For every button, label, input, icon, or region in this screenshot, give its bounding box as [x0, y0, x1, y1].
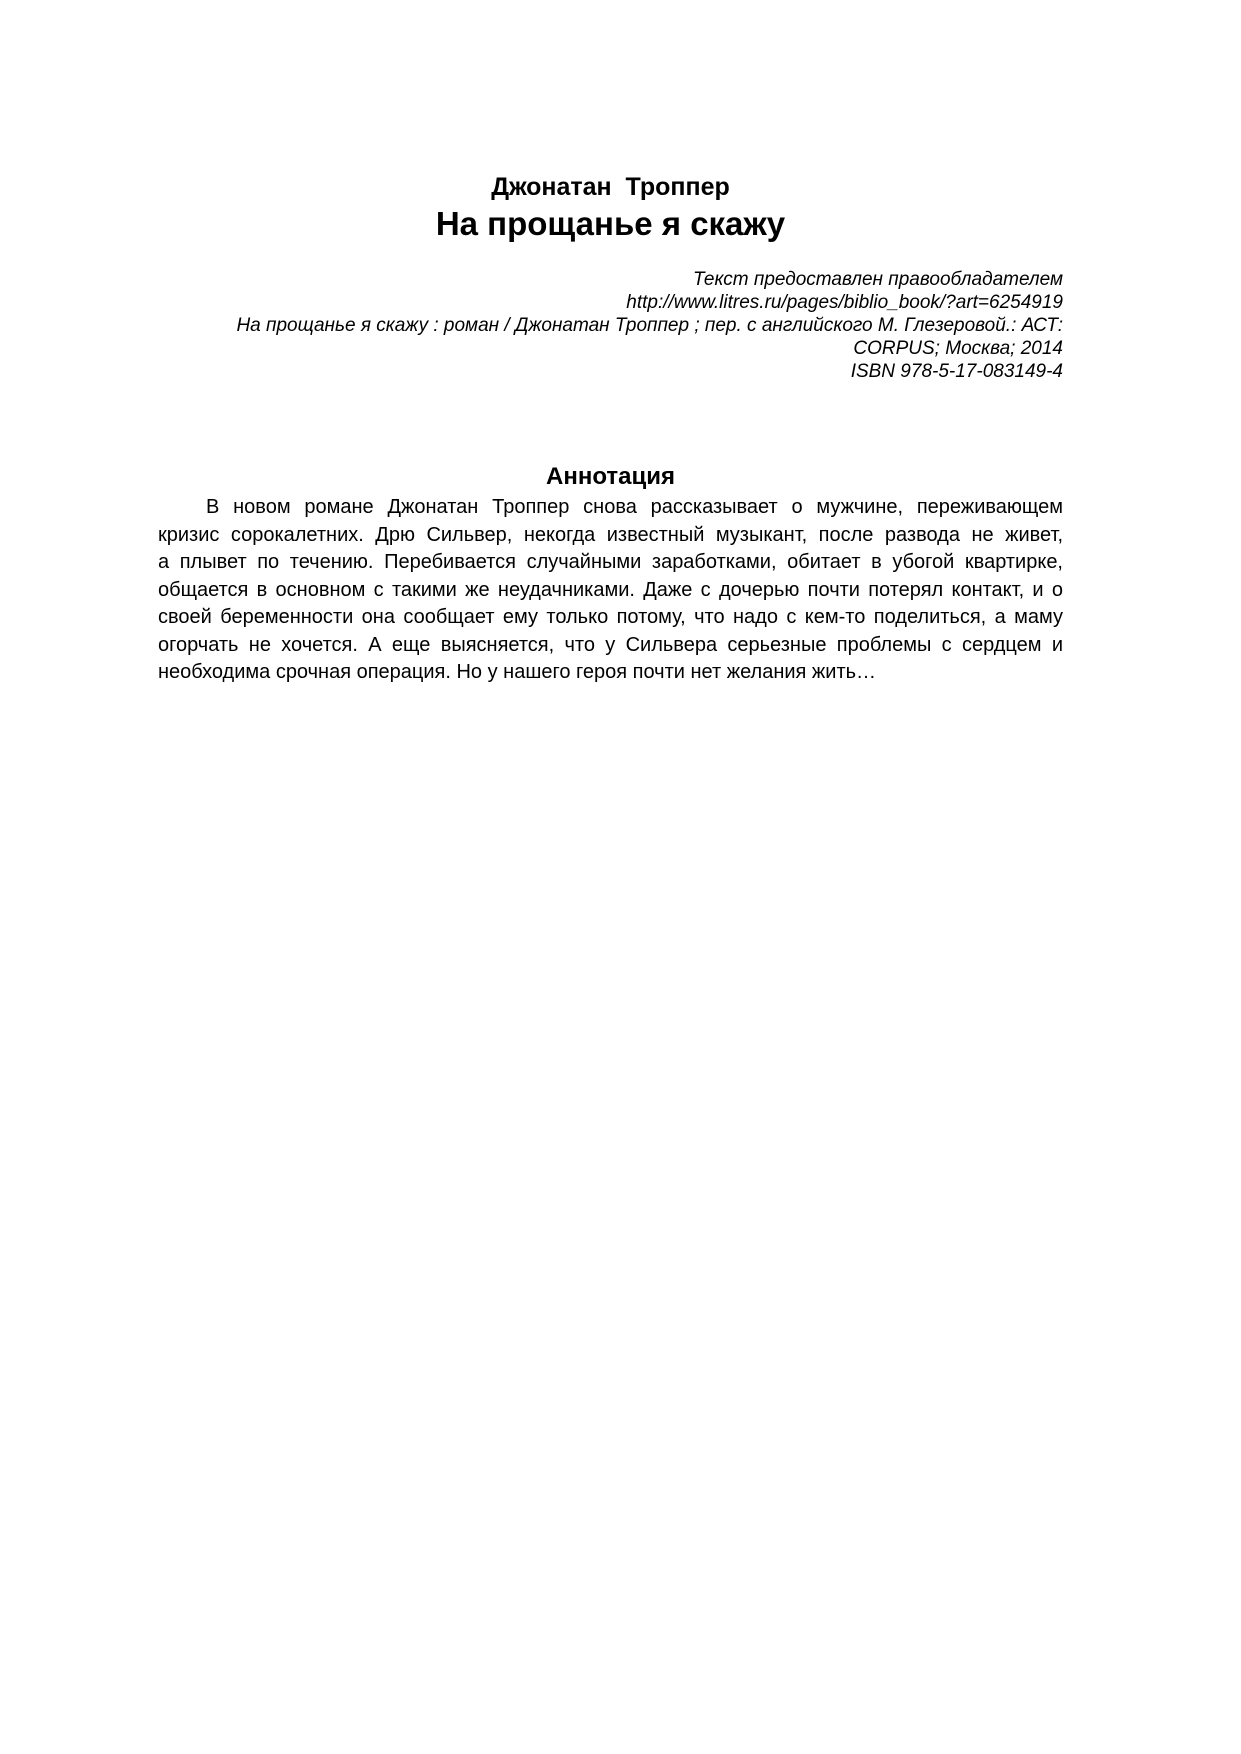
annotation-line: кризис сорокалетних. Дрю Сильвер, некогда известный музыкант, после развода не живет, — [158, 523, 1063, 546]
citation-bibliographic-line: На прощанье я скажу : роман / Джонатан Троппер ; пер. с английского М. Глезеровой.: АСТ: — [236, 315, 1063, 336]
annotation-line: своей беременности она сообщает ему только потому, что надо с кем-то поделиться, а маму — [158, 606, 1063, 628]
book-title: На прощанье я скажу — [435, 205, 786, 242]
annotation-line: огорчать не хочется. А еще выясняется, что у Сильвера серьезные проблемы с сердцем и — [158, 633, 1063, 656]
annotation-line: общается в основном с такими же неудачниками. Даже с дочерью почти потерял контакт, и о — [158, 578, 1063, 601]
citation-block — [158, 268, 1063, 383]
annotation-line: В новом романе Джонатан Троппер снова рассказывает о мужчине, переживающем — [206, 496, 1063, 518]
book-author: Джонатан Троппер — [491, 173, 730, 201]
annotation-line: необходима срочная операция. Но у нашего героя почти нет желания жить… — [158, 661, 877, 683]
citation-isbn: ISBN 978-5-17-083149-4 — [850, 361, 1063, 382]
annotation-paragraph — [158, 494, 1063, 687]
annotation-line: а плывет по течению. Перебивается случайными заработками, обитает в убогой квартирке, — [158, 551, 1063, 573]
book-header — [158, 172, 1063, 244]
citation-url: http://www.litres.ru/pages/biblio_book/?art=6254919 — [626, 292, 1063, 313]
annotation-heading: Аннотация — [546, 463, 675, 490]
citation-source-line: Текст предоставлен правообладателем — [692, 269, 1063, 290]
citation-publisher-line: CORPUS; Москва; 2014 — [853, 338, 1063, 359]
